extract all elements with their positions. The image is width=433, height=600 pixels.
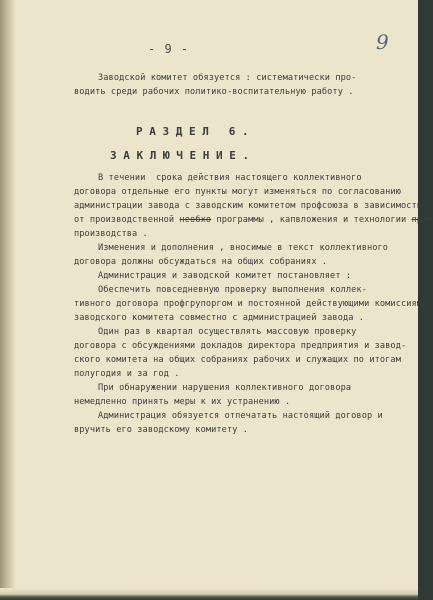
intro-line: водить среди рабочих политико-воспитательную работу .: [74, 87, 354, 97]
paragraph-line: договора должны обсуждаться на общих собраниях .: [74, 257, 328, 267]
section-subtitle: З А К Л Ю Ч Е Н И Е .: [110, 149, 250, 162]
paragraph-line: Один раз в квартал осуществлять массовую проверку: [98, 327, 357, 337]
paragraph-line: ского комитета на общих собраниях рабочих и служащих по итогам: [74, 355, 401, 365]
paragraph-line: Администрация и заводской комитет постановляет :: [98, 271, 352, 281]
section-title: Р А З Д Е Л 6 .: [136, 125, 249, 138]
struck-text: прои: [411, 215, 433, 225]
paragraph-line: договора отдельные его пункты могут изменяться по согласованию: [74, 187, 401, 197]
paragraph-line: вручить его заводскому комитету .: [74, 425, 249, 435]
page-number: - 9 -: [148, 42, 190, 56]
handwritten-page-number: 9: [376, 30, 389, 54]
paragraph-line: тивного договора профгрупоргом и постоянной действующими комиссиями: [74, 299, 428, 309]
paragraph-line: Изменения и дополнения , вносимые в текст коллективного: [98, 243, 389, 253]
paragraph-line: администрации завода с заводским комитетом профсоюза в зависимости: [74, 201, 423, 211]
paragraph-line: При обнаружении нарушения коллективного договора: [98, 383, 352, 393]
paragraph-line: Администрация обязуется отпечатать настоящий договор и: [98, 411, 383, 421]
text-span: программы , капвложения и технологии: [211, 215, 407, 225]
paragraph-line: немедленно принять меры к их устранению .: [74, 397, 291, 407]
intro-line: Заводской комитет обязуется : систематически про-: [98, 73, 357, 83]
paragraph-line: [74, 215, 433, 225]
paragraph-line: производства .: [74, 229, 148, 239]
binding-edge: [0, 0, 16, 600]
paragraph-line: Обеспечить повседневную проверку выполнения коллек-: [98, 285, 367, 295]
paragraph-line: В течении срока действия настоящего коллективного: [98, 173, 362, 183]
page-bottom-edge: [0, 588, 418, 600]
paragraph-line: заводского комитета совместно с администрацией завода .: [74, 313, 365, 323]
paragraph-line: полугодия и за год .: [74, 369, 180, 379]
struck-text: необхо: [179, 215, 212, 225]
text-span: от производственной: [74, 215, 175, 225]
paragraph-line: договора с обсуждениями докладов директора предприятия и завод-: [74, 341, 407, 351]
